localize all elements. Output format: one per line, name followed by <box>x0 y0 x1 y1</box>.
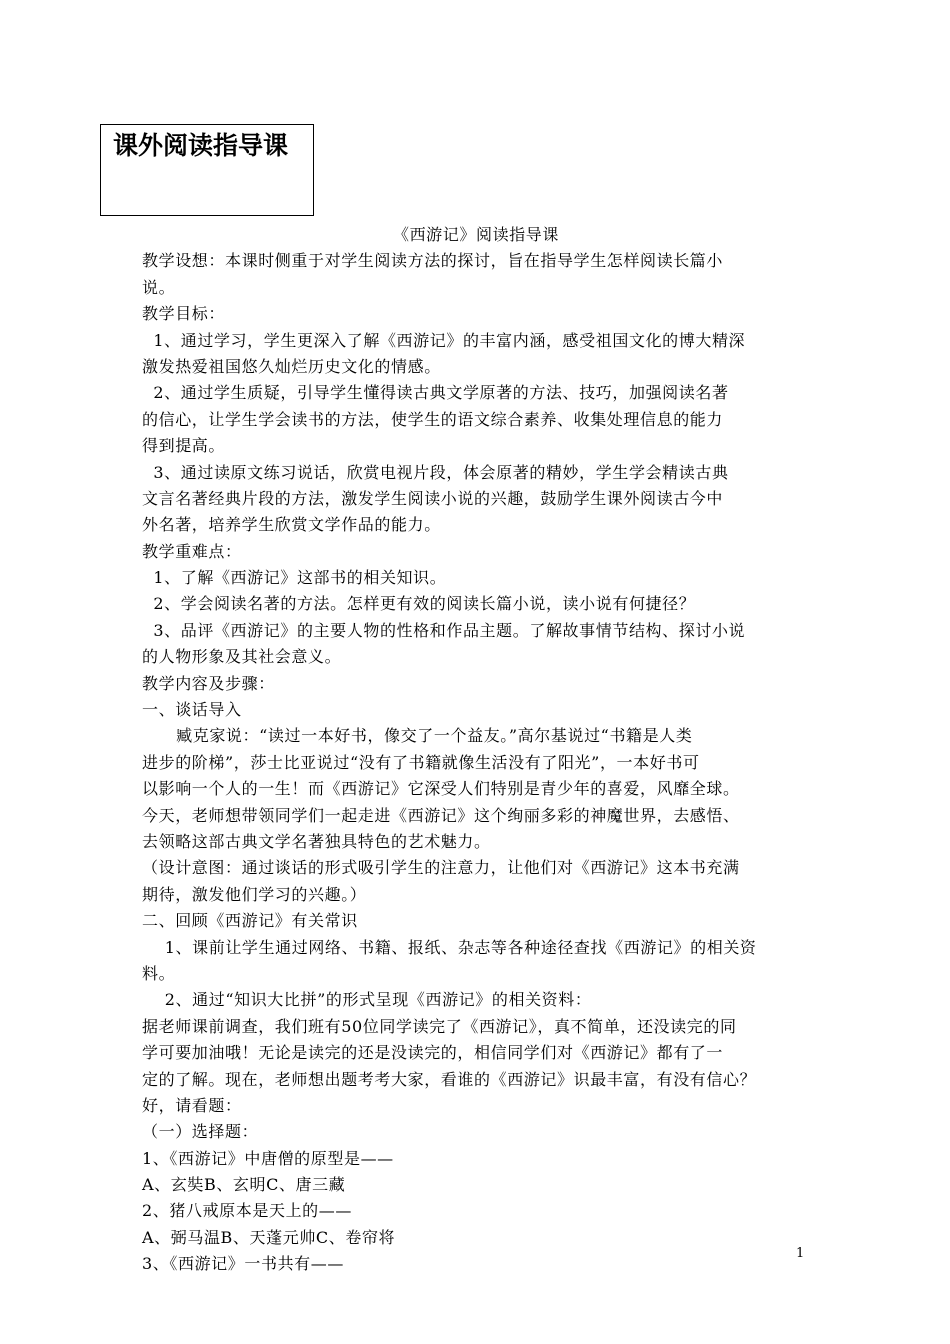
header-title: 课外阅读指导课 <box>113 131 289 160</box>
text-line: 3、通过读原文练习说话，欣赏电视片段，体会原著的精妙，学生学会精读古典 <box>142 462 729 482</box>
text-line: 2、通过“知识大比拼”的形式呈现《西游记》的相关资料： <box>142 990 592 1010</box>
section-heading: （一）选择题： <box>142 1122 259 1142</box>
text-line: 1、通过学习，学生更深入了解《西游记》的丰富内涵，感受祖国文化的博大精深 <box>142 330 746 350</box>
section-heading: 教学内容及步骤： <box>142 673 275 693</box>
question-line: 3、《西游记》一书共有—— <box>142 1254 344 1274</box>
text-line: 好，请看题： <box>142 1095 242 1115</box>
section-heading: 二、回顾《西游记》有关常识 <box>142 911 358 931</box>
text-line: 去领略这部古典文学名著独具特色的艺术魅力。 <box>142 831 491 851</box>
answer-options: A、玄奘B、玄明C、唐三藏 <box>142 1175 346 1195</box>
text-line: 期待，激发他们学习的兴趣。） <box>142 884 367 904</box>
answer-options: A、弼马温B、天蓬元帅C、卷帘将 <box>142 1227 396 1247</box>
text-line: 3、品评《西游记》的主要人物的性格和作品主题。了解故事情节结构、探讨小说 <box>142 620 746 640</box>
text-line: 进步的阶梯”，莎士比亚说过“没有了书籍就像生活没有了阳光”，一本好书可 <box>142 752 700 772</box>
section-heading: 教学目标： <box>142 304 226 324</box>
text-line: 今天，老师想带领同学们一起走进《西游记》这个绚丽多彩的神魔世界，去感悟、 <box>142 805 740 825</box>
text-line: 教学设想：本课时侧重于对学生阅读方法的探讨，旨在指导学生怎样阅读长篇小 <box>142 251 724 271</box>
text-line: 说。 <box>142 277 176 297</box>
text-line: 1、了解《西游记》这部书的相关知识。 <box>142 568 447 588</box>
question-line: 1、《西游记》中唐僧的原型是—— <box>142 1148 394 1168</box>
text-line: 据老师课前调查，我们班有50位同学读完了《西游记》，真不简单，还没读完的同 <box>142 1016 737 1036</box>
text-line: 得到提高。 <box>142 436 226 456</box>
text-line: 1、课前让学生通过网络、书籍、报纸、杂志等各种途径查找《西游记》的相关资 <box>142 937 757 957</box>
page-number: 1 <box>796 1246 805 1261</box>
question-line: 2、猪八戒原本是天上的—— <box>142 1201 352 1221</box>
text-line: 臧克家说：“读过一本好书，像交了一个益友。”高尔基说过“书籍是人类 <box>142 726 693 746</box>
text-line: 激发热爱祖国悠久灿烂历史文化的情感。 <box>142 356 441 376</box>
text-line: 的信心，让学生学会读书的方法，使学生的语文综合素养、收集处理信息的能力 <box>142 409 724 429</box>
title-box <box>100 124 314 216</box>
text-line: 的人物形象及其社会意义。 <box>142 647 342 667</box>
text-line: 2、通过学生质疑，引导学生懂得读古典文学原著的方法、技巧，加强阅读名著 <box>142 383 729 403</box>
text-line: 2、学会阅读名著的方法。怎样更有效的阅读长篇小说，读小说有何捷径？ <box>142 594 696 614</box>
section-heading: 一、谈话导入 <box>142 700 242 720</box>
lesson-title: 《西游记》阅读指导课 <box>392 225 559 244</box>
text-line: 定的了解。现在，老师想出题考考大家，看谁的《西游记》识最丰富，有没有信心？ <box>142 1069 757 1089</box>
section-heading: 教学重难点： <box>142 541 242 561</box>
text-line: 文言名著经典片段的方法，激发学生阅读小说的兴趣，鼓励学生课外阅读古今中 <box>142 488 724 508</box>
text-line: （设计意图：通过谈话的形式吸引学生的注意力，让他们对《西游记》这本书充满 <box>142 858 740 878</box>
text-line: 以影响一个人的一生！而《西游记》它深受人们特别是青少年的喜爱，风靡全球。 <box>142 779 740 799</box>
text-line: 学可要加油哦！无论是读完的还是没读完的，相信同学们对《西游记》都有了一 <box>142 1043 724 1063</box>
text-line: 料。 <box>142 963 176 983</box>
text-line: 外名著，培养学生欣赏文学作品的能力。 <box>142 515 441 535</box>
document-body <box>142 222 810 1278</box>
